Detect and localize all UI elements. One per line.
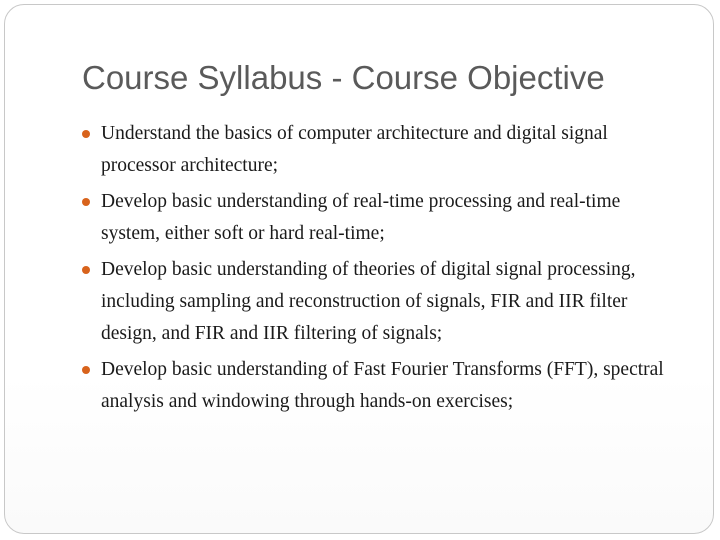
bullet-dot-icon <box>82 266 90 274</box>
bullet-item <box>81 118 681 182</box>
slide-title: Course Syllabus - Course Objective <box>82 59 605 96</box>
bullet-dot-icon <box>82 130 90 138</box>
bullet-dot-icon <box>82 198 90 206</box>
bullet-text: Develop basic understanding of theories of digital signal processing, including sampling and reconstruction of signals, FIR and IIR filter design, and FIR and IIR filtering of signals; <box>101 259 636 344</box>
bullet-item <box>81 354 681 418</box>
bullet-text: Understand the basics of computer architecture and digital signal processor architecture; <box>101 123 608 176</box>
bullet-dot-icon <box>82 366 90 374</box>
bullet-list <box>81 118 681 422</box>
bullet-item <box>81 186 681 250</box>
bullet-item <box>81 254 681 350</box>
bullet-text: Develop basic understanding of Fast Fourier Transforms (FFT), spectral analysis and windowing through hands-on exercises; <box>101 359 664 412</box>
bullet-text: Develop basic understanding of real-time processing and real-time system, either soft or hard real-time; <box>101 191 621 244</box>
